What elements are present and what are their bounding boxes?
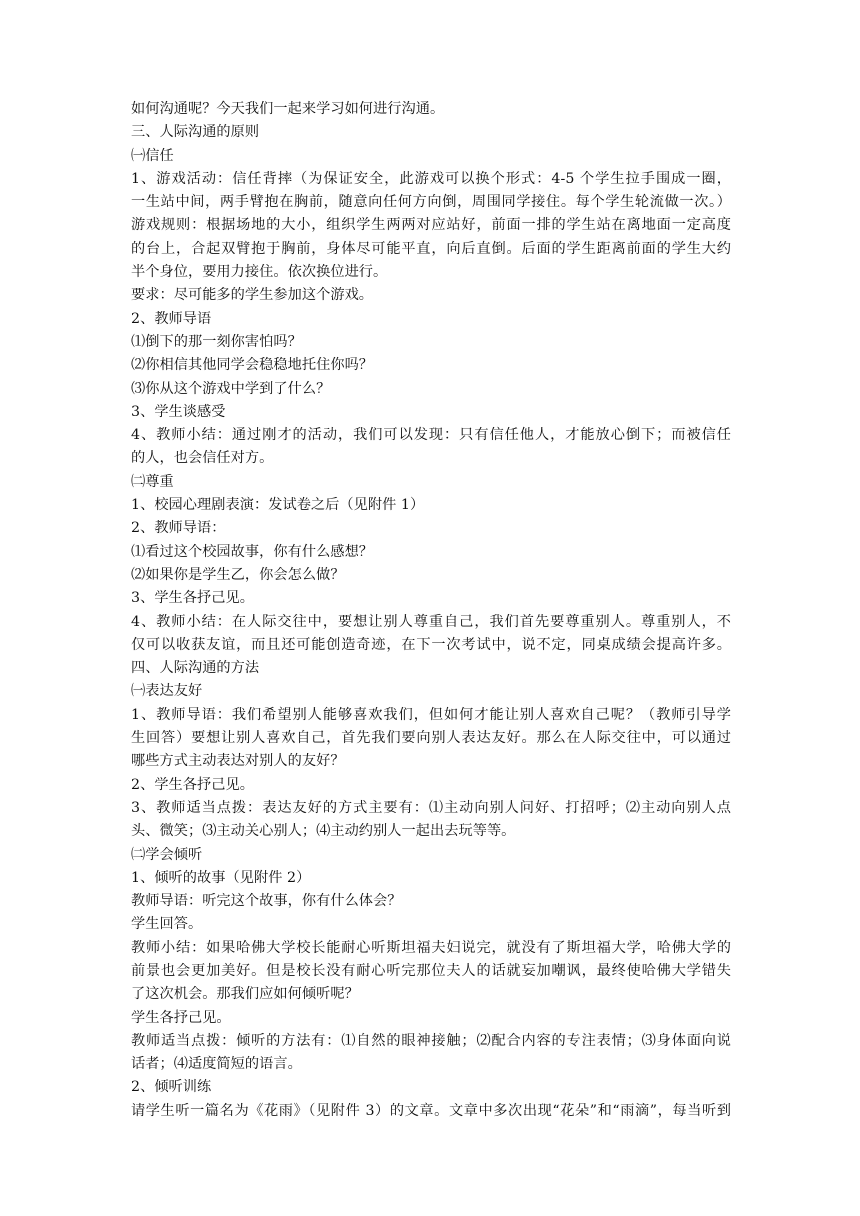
list-heading: 3、学生谈感受 [131,403,226,420]
text-line: 教师导语：听完这个故事，你有什么体会？ [131,893,402,910]
text-line: 1、游戏活动：信任背摔（为保证安全，此游戏可以换个形式：4-5 个学生拉手围成一圈， [131,170,731,187]
text-line: 教师小结：如果哈佛大学校长能耐心听斯坦福夫妇说完，就没有了斯坦福大学，哈佛大学的 [131,939,731,956]
text-line: 的人，也会信任对方。 [131,450,274,467]
list-heading: 2、倾听训练 [131,1079,212,1096]
list-heading: 2、教师导语 [131,310,212,327]
subsection-heading: ㈡尊重 [131,473,174,490]
text-line: 生回答）要想让别人喜欢自己，首先我们要向别人表达友好。那么在人际交往中，可以通过 [131,730,731,747]
text-line: 的台上，合起双臂抱于胸前，身体尽可能平直，向后直倒。后面的学生距离前面的学生大约 [131,240,731,257]
text-line: 要求：尽可能多的学生参加这个游戏。 [131,287,374,304]
text-line: 头、微笑；⑶主动关心别人；⑷主动约别人一起出去玩等等。 [131,823,516,840]
list-heading: 2、教师导语： [131,520,226,537]
subsection-heading: ㈡学会倾听 [131,846,203,863]
text-line: 一生站中间，两手臂抱在胸前，随意向任何方向倒，周围同学接住。每个学生轮流做一次。） [131,194,731,211]
text-line: 前景也会更加美好。但是校长没有耐心听完那位夫人的话就妄加嘲讽，最终使哈佛大学错失 [131,962,731,979]
list-heading: 1、倾听的故事（见附件 2） [131,869,311,886]
subsection-heading: ㈠表达友好 [131,683,203,700]
text-line: 游戏规则：根据场地的大小，组织学生两两对应站好，前面一排的学生站在离地面一定高度 [131,217,731,234]
text-line: 4、教师小结：通过刚才的活动，我们可以发现：只有信任他人，才能放心倒下；而被信任 [131,427,731,444]
text-line: 请学生听一篇名为《花雨》（见附件 3）的文章。文章中多次出现“花朵”和“雨滴”，每当听到 [131,1102,731,1119]
text-line: 4、教师小结：在人际交往中，要想让别人尊重自己，我们首先要尊重别人。尊重别人，不 [131,613,731,630]
text-line: 学生各抒己见。 [131,1009,231,1026]
text-line: 如何沟通呢？今天我们一起来学习如何进行沟通。 [131,101,445,117]
section-heading: 四、人际沟通的方法 [131,660,260,677]
list-heading: 2、学生各抒己见。 [131,776,254,793]
text-line: 3、教师适当点拨：表达友好的方式主要有：⑴主动向别人问好、打招呼；⑵主动向别人点 [131,799,731,816]
list-item: ⑴倒下的那一刻你害怕吗？ [131,333,302,350]
list-item: ⑴看过这个校园故事，你有什么感想？ [131,543,374,560]
text-line: 仅可以收获友谊，而且还可能创造奇迹，在下一次考试中，说不定，同桌成绩会提高许多。 [131,636,731,653]
list-heading: 3、学生各抒己见。 [131,590,254,607]
text-line: 哪些方式主动表达对别人的友好？ [131,753,345,770]
list-item: ⑶你从这个游戏中学到了什么？ [131,380,331,397]
document-body [131,98,731,1123]
list-item: ⑵如果你是学生乙，你会怎么做？ [131,566,345,583]
text-line: 了这次机会。那我们应如何倾听呢？ [131,986,359,1003]
text-line: 1、教师导语：我们希望别人能够喜欢我们，但如何才能让别人喜欢自己呢？（教师引导学 [131,706,731,723]
subsection-heading: ㈠信任 [131,147,174,164]
text-line: 学生回答。 [131,916,203,933]
list-heading: 1、校园心理剧表演：发试卷之后（见附件 1） [131,497,425,514]
text-line: 话者；⑷适度简短的语言。 [131,1056,302,1073]
text-line: 教师适当点拨：倾听的方法有：⑴自然的眼神接触；⑵配合内容的专注表情；⑶身体面向说 [131,1032,731,1049]
section-heading: 三、人际沟通的原则 [131,124,260,141]
text-line: 半个身位，要用力接住。依次换位进行。 [131,264,388,281]
list-item: ⑵你相信其他同学会稳稳地托住你吗？ [131,357,374,374]
